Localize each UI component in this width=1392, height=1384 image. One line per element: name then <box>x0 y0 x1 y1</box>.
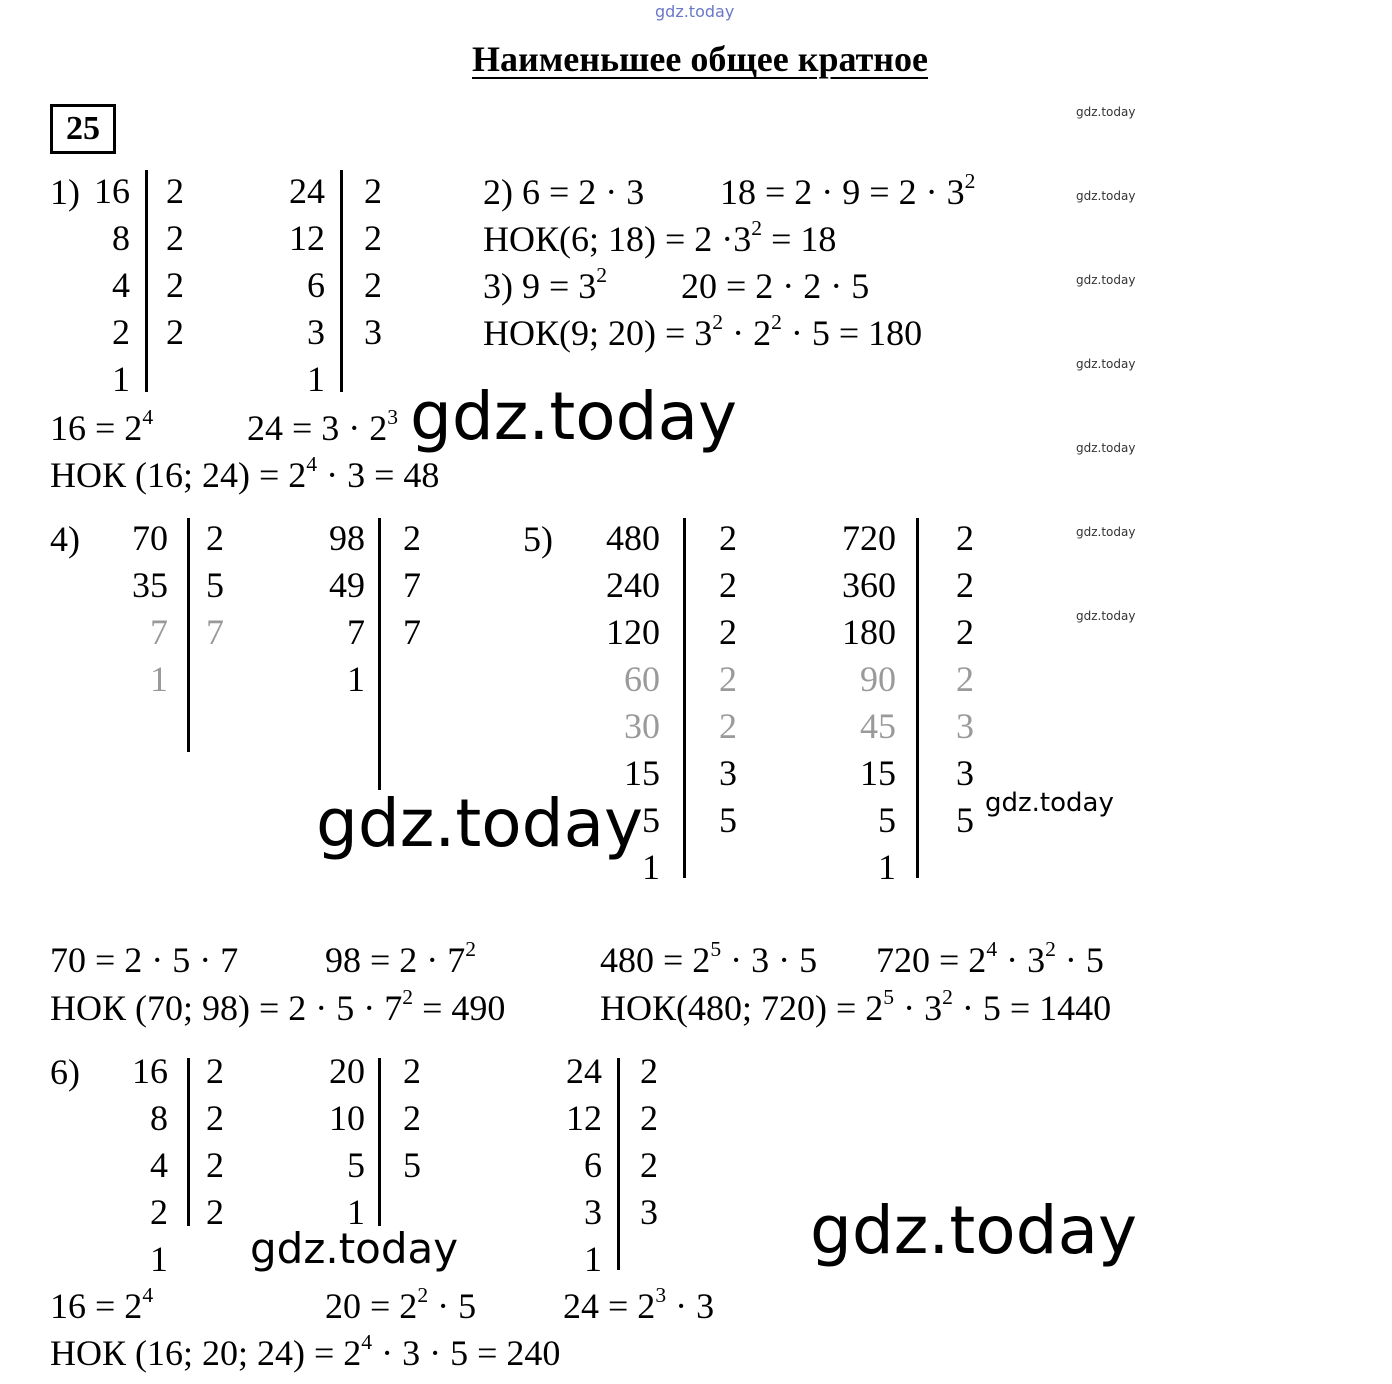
side-watermark: gdz.today <box>1076 525 1136 539</box>
factor-number: 7 <box>347 612 365 652</box>
divisor: 2 <box>403 1051 421 1091</box>
p4-nok-result: НОК (70; $98) = 2 \cdot 5 \cdot 7^2 = 490$ <box>50 984 506 1028</box>
divisor: 2 <box>719 659 737 699</box>
factor-number: 24 <box>289 171 325 211</box>
factor-number: 15 <box>860 753 896 793</box>
division-bar <box>378 1058 381 1226</box>
factor-number: 1 <box>150 1239 168 1279</box>
watermark-medium: gdz.today <box>985 788 1114 818</box>
factor-number: 4 <box>112 265 130 305</box>
p6-equation-20: $20 = 2^2 \cdot 5$ <box>325 1282 477 1326</box>
problem-5-label: 5) <box>523 519 553 559</box>
division-bar <box>187 518 190 752</box>
factor-number: 7 <box>150 612 168 652</box>
p4-column-b-divisors <box>403 515 443 656</box>
factor-number: 98 <box>329 518 365 558</box>
factor-number: 3 <box>307 312 325 352</box>
divisor: 2 <box>166 218 184 258</box>
problem-1-label: 1) <box>50 172 80 212</box>
side-watermark: gdz.today <box>1076 357 1136 371</box>
factor-number: 30 <box>624 706 660 746</box>
page-title: Наименьшее общее кратное <box>472 39 928 79</box>
divisor: 2 <box>403 518 421 558</box>
divisor: 2 <box>206 1192 224 1232</box>
p2-line-1b: $18 = 2 \cdot 9 = 2 \cdot 3^2$ <box>720 168 976 212</box>
divisor: 5 <box>403 1145 421 1185</box>
divisor: 2 <box>166 265 184 305</box>
divisor: 3 <box>719 753 737 793</box>
p6-column-c-divisors <box>640 1048 680 1236</box>
division-bar <box>378 518 381 790</box>
watermark-large: gdz.today <box>410 378 738 455</box>
division-bar <box>916 518 919 878</box>
factor-number: 24 <box>566 1051 602 1091</box>
factor-number: 16 <box>132 1051 168 1091</box>
side-watermark: gdz.today <box>1076 441 1136 455</box>
p6-nok-result: НОК (16; 20; $24) = 2^4 \cdot 3 \cdot 5 = 240$ <box>50 1329 561 1373</box>
p1-column-a-divisors <box>166 168 206 356</box>
problem-6-label: 6) <box>50 1052 80 1092</box>
divisor: 7 <box>403 565 421 605</box>
factor-number: 1 <box>584 1239 602 1279</box>
factor-number: 70 <box>132 518 168 558</box>
factor-number: 6 <box>307 265 325 305</box>
p6-equation-16: $16 = 2^4$ <box>50 1282 154 1326</box>
divisor: 2 <box>364 218 382 258</box>
side-watermark: gdz.today <box>1076 105 1136 119</box>
p3-line-1b: 20 = 2 · 2 · 5 <box>681 266 870 306</box>
divisor: 7 <box>206 612 224 652</box>
factor-number: 12 <box>289 218 325 258</box>
exercise-number: 25 <box>50 104 116 154</box>
p4-equation-70: 70 = 2 · 5 · 7 <box>50 940 239 980</box>
factor-number: 480 <box>606 518 660 558</box>
divisor: 3 <box>640 1192 658 1232</box>
watermark-top: gdz.today <box>655 2 735 21</box>
factor-number: 120 <box>606 612 660 652</box>
watermark-medium: gdz.today <box>250 1224 459 1273</box>
divisor: 2 <box>640 1051 658 1091</box>
p6-column-b-numbers <box>305 1048 365 1236</box>
divisor: 2 <box>206 1051 224 1091</box>
divisor: 2 <box>364 265 382 305</box>
p6-column-a-divisors <box>206 1048 246 1236</box>
factor-number: 2 <box>150 1192 168 1232</box>
division-bar <box>617 1058 620 1270</box>
factor-number: 360 <box>842 565 896 605</box>
p5-nok-result: НОК(480; $720) = 2^5 \cdot 3^2 \cdot 5 = 1440$ <box>600 984 1112 1028</box>
factor-number: 1 <box>878 847 896 887</box>
p3-line-1a: 3) $9 = 3^2$ <box>483 262 608 306</box>
p2-line-1a: 2) 6 = 2 · 3 <box>483 172 645 212</box>
divisor: 2 <box>166 171 184 211</box>
p1-equation-16: $16 = 2^4$ <box>50 404 154 448</box>
p1-column-b-divisors <box>364 168 404 356</box>
divisor: 7 <box>403 612 421 652</box>
p6-column-a-numbers <box>110 1048 168 1283</box>
p1-column-b-numbers <box>270 168 325 403</box>
factor-number: 60 <box>624 659 660 699</box>
factor-number: 1 <box>347 1192 365 1232</box>
p4-column-b-numbers <box>305 515 365 703</box>
divisor: 5 <box>719 800 737 840</box>
factor-number: 90 <box>860 659 896 699</box>
p6-column-c-numbers <box>545 1048 602 1283</box>
divisor: 5 <box>956 800 974 840</box>
factor-number: 49 <box>329 565 365 605</box>
divisor: 2 <box>640 1098 658 1138</box>
divisor: 2 <box>719 565 737 605</box>
p5-equation-480: $480 = 2^5 \cdot 3 \cdot 5$ <box>600 936 818 980</box>
side-watermark: gdz.today <box>1076 609 1136 623</box>
divisor: 2 <box>206 518 224 558</box>
p5-column-b-numbers <box>816 515 896 891</box>
divisor: 2 <box>719 518 737 558</box>
factor-number: 20 <box>329 1051 365 1091</box>
factor-number: 180 <box>842 612 896 652</box>
p1-column-a-numbers <box>80 168 130 403</box>
watermark-large: gdz.today <box>810 1192 1138 1269</box>
p3-nok-result: НОК(9; $20) = 3^2 \cdot 2^2 \cdot 5 = 180$ <box>483 309 923 353</box>
p4-equation-98: $98 = 2 \cdot 7^2$ <box>325 936 477 980</box>
division-bar <box>187 1058 190 1226</box>
side-watermark: gdz.today <box>1076 189 1136 203</box>
division-bar <box>145 170 148 392</box>
factor-number: 5 <box>347 1145 365 1185</box>
divisor: 3 <box>956 753 974 793</box>
factor-number: 240 <box>606 565 660 605</box>
divisor: 5 <box>206 565 224 605</box>
divisor: 2 <box>364 171 382 211</box>
factor-number: 5 <box>642 800 660 840</box>
p5-equation-720: $720 = 2^4 \cdot 3^2 \cdot 5$ <box>876 936 1104 980</box>
factor-number: 16 <box>94 171 130 211</box>
divisor: 2 <box>719 612 737 652</box>
factor-number: 3 <box>584 1192 602 1232</box>
factor-number: 1 <box>642 847 660 887</box>
divisor: 2 <box>166 312 184 352</box>
divisor: 2 <box>403 1098 421 1138</box>
factor-number: 15 <box>624 753 660 793</box>
watermark-large: gdz.today <box>316 785 644 862</box>
p6-column-b-divisors <box>403 1048 443 1189</box>
division-bar <box>340 170 343 392</box>
side-watermark: gdz.today <box>1076 273 1136 287</box>
factor-number: 8 <box>112 218 130 258</box>
divisor: 2 <box>956 565 974 605</box>
problem-4-label: 4) <box>50 519 80 559</box>
factor-number: 35 <box>132 565 168 605</box>
p5-column-a-divisors <box>719 515 759 844</box>
factor-number: 8 <box>150 1098 168 1138</box>
factor-number: 6 <box>584 1145 602 1185</box>
divisor: 2 <box>956 659 974 699</box>
divisor: 2 <box>956 612 974 652</box>
factor-number: 720 <box>842 518 896 558</box>
divisor: 2 <box>640 1145 658 1185</box>
p4-column-a-divisors <box>206 515 246 656</box>
divisor: 3 <box>364 312 382 352</box>
factor-number: 1 <box>307 359 325 399</box>
divisor: 2 <box>206 1145 224 1185</box>
factor-number: 1 <box>150 659 168 699</box>
p1-nok-result: НОК (16; $24) = 2^4 \cdot 3 = 48$ <box>50 451 440 495</box>
divisor: 2 <box>956 518 974 558</box>
factor-number: 1 <box>347 659 365 699</box>
division-bar <box>683 518 686 878</box>
factor-number: 10 <box>329 1098 365 1138</box>
factor-number: 2 <box>112 312 130 352</box>
p1-equation-24: $24 = 3 \cdot 2^3$ <box>247 404 399 448</box>
factor-number: 1 <box>112 359 130 399</box>
factor-number: 4 <box>150 1145 168 1185</box>
factor-number: 45 <box>860 706 896 746</box>
p2-nok-result: НОК(6; $18) = 2 \cdot 3^2 = 18$ <box>483 215 837 259</box>
divisor: 3 <box>956 706 974 746</box>
p4-column-a-numbers <box>110 515 168 703</box>
factor-number: 5 <box>878 800 896 840</box>
divisor: 2 <box>206 1098 224 1138</box>
p6-equation-24: $24 = 2^3 \cdot 3$ <box>563 1282 715 1326</box>
factor-number: 12 <box>566 1098 602 1138</box>
divisor: 2 <box>719 706 737 746</box>
